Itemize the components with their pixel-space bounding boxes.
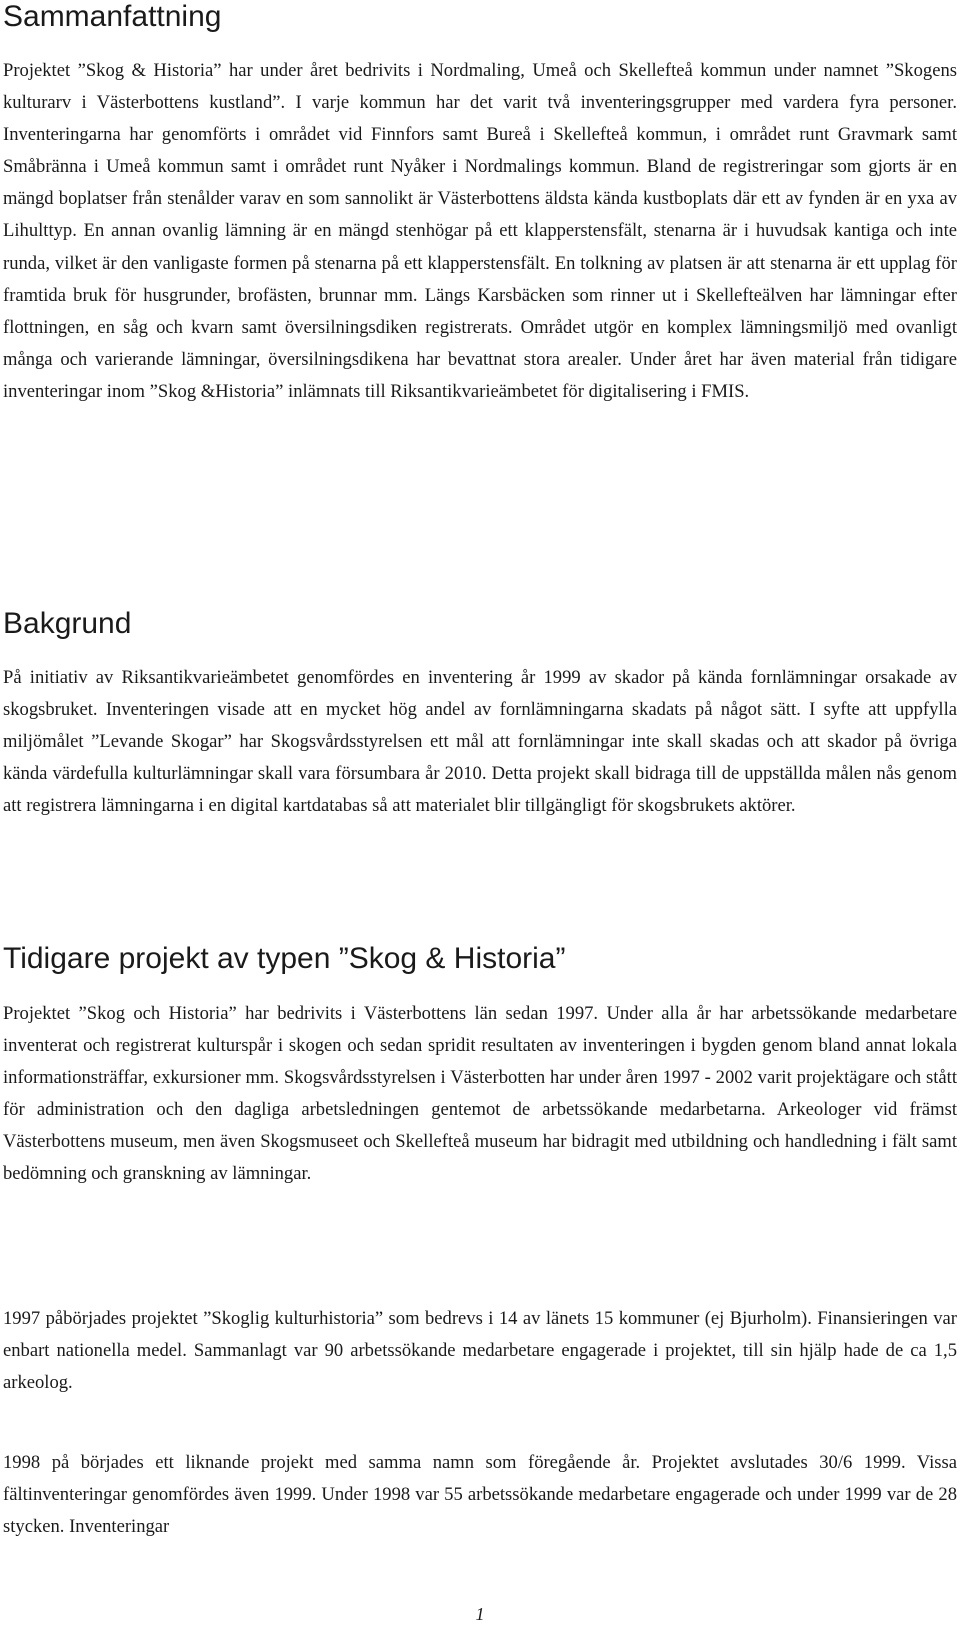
background-paragraph: På initiativ av Riksantikvarieämbetet genomfördes en inventering år 1999 av skador på kända fornlämningar orsakade av skogsbruket. Inventeringen visade att en mycket hög andel av fornlämningarna skadats på något sätt. I syfte att uppfylla miljömålet ”Levande Skogar” har Skogsvårdsstyrelsen ett mål att fornlämningar inte skall skadas och att skador på övriga kända värdefulla kulturlämningar skall vara försumbara år 2010. Detta projekt skall bidraga till de uppställda målen nås genom att registrera lämningarna i en digital kartdatabas så att materialet blir tillgängligt för skogsbrukets aktörer. [3, 667, 957, 817]
previous-projects-paragraph: 1998 på börjades ett liknande projekt med samma namn som föregående år. Projektet avslutades 30/6 1999. Vissa fältinventeringar genomfördes även 1999. Under 1998 var 55 arbetssökande medarbetare engagerade och under 1999 var de 28 stycken. Inventeringar [3, 1452, 957, 1538]
section-heading-background: Bakgrund [3, 607, 132, 640]
previous-projects-paragraph: Projektet ”Skog och Historia” har bedrivits i Västerbottens län sedan 1997. Under alla år har arbetssökande medarbetare inventerat och registrerat kulturspår i skogen och sedan spridit resultaten av inventeringen i bygden genom bland annat lokala informationsträffar, exkursioner mm. Skogsvårdsstyrelsen i Västerbotten har under åren 1997 - 2002 varit projektägare och stått för administration och den dagliga arbetsledningen gentemot de arbetssökande medarbetarna. Arkeologer vid främst Västerbottens museum, men även Skogsmuseet och Skellefteå museum har bidragit med utbildning och handledning i fält samt bedömning och granskning av lämningar. [3, 1003, 957, 1185]
summary-paragraph: Projektet ”Skog & Historia” har under året bedrivits i Nordmaling, Umeå och Skellefteå kommun under namnet ”Skogens kulturarv i Västerbottens kustland”. I varje kommun har det varit två inventeringsgrupper med vardera fyra personer. Inventeringarna har genomförts i området vid Finnfors samt Bureå i Skellefteå kommun, i området runt Gravmark samt Småbränna i Umeå kommun samt i området runt Nyåker i Nordmalings kommun. Bland de registreringar som gjorts är en mängd boplatser från stenålder varav en som sannolikt är Västerbottens äldsta kända kustboplats där ett av fynden är en yxa av Lihulttyp. En annan ovanlig lämning är en mängd stenhögar på ett klapperstensfält, stenarna är i huvudsak kantiga och inte runda, vilket är den vanligaste formen på stenarna på ett klapperstensfält. En tolkning av platsen är att stenarna är ett upplag för framtida bruk för husgrunder, brofästen, brunnar mm. Längs Karsbäcken som rinner ut i Skellefteälven har lämningar efter flottningen, en såg och kvarn samt översilningsdiken registrerats. Området utgör en komplex lämningsmiljö med ovanligt många och varierande lämningar, översilningsdikena har bevattnat stora arealer. Under året har även material från tidigare inventeringar inom ”Skog &Historia” inlämnats till Riksantikvarieämbetet för digitalisering i FMIS. [3, 60, 957, 402]
previous-projects-paragraph: 1997 påbörjades projektet ”Skoglig kulturhistoria” som bedrevs i 14 av länets 15 kommuner (ej Bjurholm). Finansieringen var enbart nationella medel. Sammanlagt var 90 arbetssökande medarbetare engagerade i projektet, till sin hjälp hade de ca 1,5 arkeolog. [3, 1308, 957, 1394]
section-heading-summary: Sammanfattning [3, 0, 222, 33]
page-number: 1 [475, 1604, 485, 1624]
section-heading-previous-projects: Tidigare projekt av typen ”Skog & Historia” [3, 942, 566, 975]
